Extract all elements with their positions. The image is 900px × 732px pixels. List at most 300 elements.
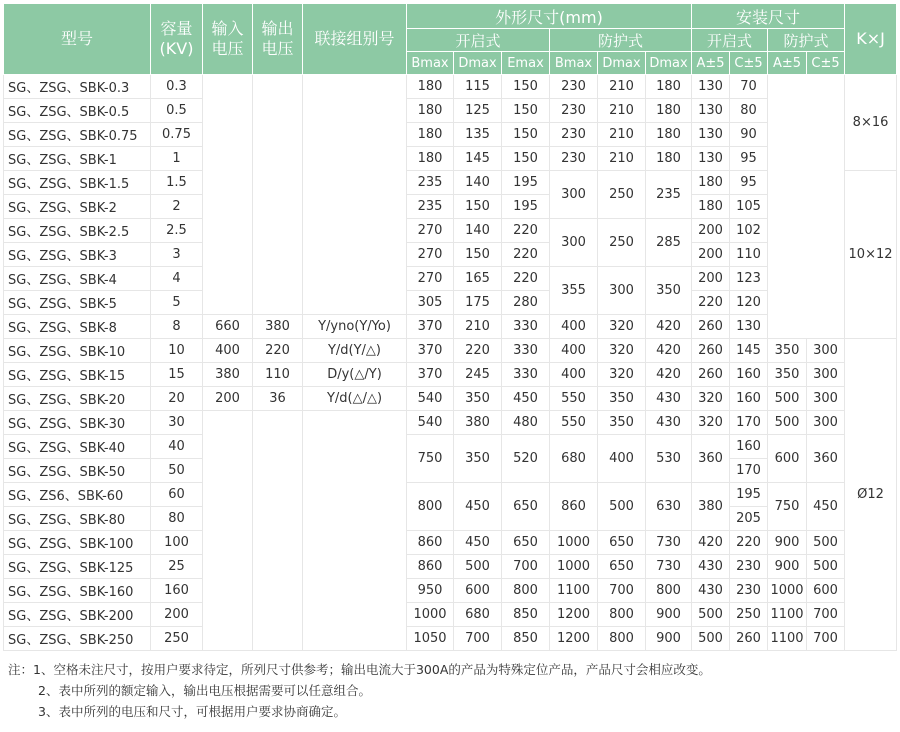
dim-cell: 400 (550, 363, 598, 387)
mount-cell: 70 (730, 75, 768, 99)
mount-cell: 300 (807, 339, 845, 363)
kj-cell: Ø12 (845, 339, 897, 651)
dim-cell: 650 (502, 531, 550, 555)
dim-cell: 500 (598, 483, 646, 531)
dim-cell: 320 (598, 339, 646, 363)
dim-cell: 135 (454, 123, 502, 147)
dim-cell: 420 (646, 339, 692, 363)
dim-cell: 370 (407, 339, 454, 363)
note-2: 2、表中所列的额定输入，输出电压根据需要可以任意组合。 (38, 683, 371, 698)
sub-header: Emax (502, 52, 550, 75)
dim-cell: 235 (646, 171, 692, 219)
model-cell: SG、ZSG、SBK-20 (4, 387, 151, 411)
mount-cell: 200 (692, 219, 730, 243)
table-row (4, 195, 897, 219)
mount-cell: 195 (730, 483, 768, 507)
dim-cell: 180 (407, 147, 454, 171)
dim-cell: 950 (407, 579, 454, 603)
model-cell: SG、ZSG、SBK-2 (4, 195, 151, 219)
dim-cell: 650 (598, 555, 646, 579)
dim-cell: 1200 (550, 627, 598, 651)
dim-cell: 350 (598, 411, 646, 435)
dim-cell: 350 (454, 387, 502, 411)
dim-cell: 900 (646, 603, 692, 627)
dim-cell: 355 (550, 267, 598, 315)
dim-cell: 1200 (550, 603, 598, 627)
dim-cell: 250 (598, 219, 646, 267)
capacity-cell: 4 (151, 267, 203, 291)
capacity-cell: 20 (151, 387, 203, 411)
header-kj: K×J (845, 4, 897, 75)
mount-cell: 220 (692, 291, 730, 315)
capacity-cell: 3 (151, 243, 203, 267)
mount-cell: 300 (807, 387, 845, 411)
dim-cell: 550 (550, 387, 598, 411)
table-row (4, 627, 897, 651)
dim-cell: 850 (502, 627, 550, 651)
dim-cell: 330 (502, 339, 550, 363)
mount-cell: 260 (692, 363, 730, 387)
mount-cell: 500 (807, 531, 845, 555)
table-row (4, 147, 897, 171)
output-voltage-blank (253, 75, 303, 315)
mount-cell: 230 (730, 579, 768, 603)
dim-cell: 145 (454, 147, 502, 171)
capacity-cell: 10 (151, 339, 203, 363)
capacity-cell: 5 (151, 291, 203, 315)
table-row (4, 579, 897, 603)
dim-cell: 600 (454, 579, 502, 603)
dim-cell: 210 (598, 75, 646, 99)
model-cell: SG、ZSG、SBK-0.5 (4, 99, 151, 123)
dim-cell: 180 (407, 99, 454, 123)
mount-cell: 500 (692, 627, 730, 651)
input-voltage-cell: 200 (203, 387, 253, 411)
capacity-cell: 1 (151, 147, 203, 171)
dim-cell: 800 (598, 603, 646, 627)
dim-cell: 370 (407, 315, 454, 339)
table-row (4, 435, 897, 459)
capacity-cell: 0.75 (151, 123, 203, 147)
dim-cell: 270 (407, 243, 454, 267)
sub-header: C±5 (730, 52, 768, 75)
capacity-cell: 2.5 (151, 219, 203, 243)
connection-group-cell: D/y(△/Y) (303, 363, 407, 387)
mount-cell: 430 (692, 579, 730, 603)
dim-cell: 230 (550, 75, 598, 99)
dim-cell: 150 (454, 243, 502, 267)
dim-cell: 180 (646, 123, 692, 147)
mount-cell: 130 (692, 75, 730, 99)
input-voltage-cell: 380 (203, 363, 253, 387)
dim-cell: 530 (646, 435, 692, 483)
table-row (4, 315, 897, 339)
model-cell: SG、ZSG、SBK-250 (4, 627, 151, 651)
kj-cell: 8×16 (845, 75, 897, 171)
dim-cell: 370 (407, 363, 454, 387)
dim-cell: 230 (550, 147, 598, 171)
dim-cell: 680 (550, 435, 598, 483)
dim-cell: 140 (454, 171, 502, 195)
dim-cell: 540 (407, 387, 454, 411)
dim-cell: 195 (502, 171, 550, 195)
capacity-cell: 30 (151, 411, 203, 435)
header-connection-group: 联接组别号 (303, 4, 407, 75)
dim-cell: 150 (502, 99, 550, 123)
dim-cell: 1050 (407, 627, 454, 651)
model-cell: SG、ZSG、SBK-0.3 (4, 75, 151, 99)
model-cell: SG、ZSG、SBK-10 (4, 339, 151, 363)
mount-cell: 1000 (768, 579, 807, 603)
dim-cell: 900 (646, 627, 692, 651)
protect-mount-blank (768, 75, 845, 339)
note-1: 注：1、空格未注尺寸，按用户要求待定，所列尺寸供参考；输出电流大于300A的产品为特殊定位产品，产品尺寸会相应改变。 (8, 662, 711, 677)
dim-cell: 1000 (407, 603, 454, 627)
dim-cell: 280 (502, 291, 550, 315)
dim-cell: 680 (454, 603, 502, 627)
dim-cell: 730 (646, 531, 692, 555)
capacity-cell: 8 (151, 315, 203, 339)
mount-cell: 80 (730, 99, 768, 123)
input-voltage-cell: 660 (203, 315, 253, 339)
dim-cell: 300 (550, 171, 598, 219)
model-cell: SG、ZSG、SBK-2.5 (4, 219, 151, 243)
notes (8, 659, 711, 722)
input-voltage-blank (203, 411, 253, 651)
header-input-voltage: 输入 电压 (203, 4, 253, 75)
header-model: 型号 (4, 4, 151, 75)
dim-cell: 220 (502, 243, 550, 267)
dim-cell: 430 (646, 411, 692, 435)
mount-cell: 102 (730, 219, 768, 243)
dim-cell: 380 (454, 411, 502, 435)
sub-header: A±5 (768, 52, 807, 75)
header-dim-open: 开启式 (407, 29, 550, 52)
dim-cell: 270 (407, 267, 454, 291)
model-cell: SG、ZSG、SBK-8 (4, 315, 151, 339)
dim-cell: 150 (502, 75, 550, 99)
sub-header: A±5 (692, 52, 730, 75)
sub-header: C±5 (807, 52, 845, 75)
mount-cell: 90 (730, 123, 768, 147)
mount-cell: 130 (730, 315, 768, 339)
model-cell: SG、ZS6、SBK-60 (4, 483, 151, 507)
dim-cell: 860 (550, 483, 598, 531)
mount-cell: 105 (730, 195, 768, 219)
mount-cell: 110 (730, 243, 768, 267)
mount-cell: 123 (730, 267, 768, 291)
table-row (4, 603, 897, 627)
capacity-cell: 25 (151, 555, 203, 579)
table-row (4, 267, 897, 291)
dim-cell: 350 (598, 387, 646, 411)
table-row (4, 531, 897, 555)
dim-cell: 430 (646, 387, 692, 411)
dim-cell: 195 (502, 195, 550, 219)
mount-cell: 380 (692, 483, 730, 531)
output-voltage-cell: 36 (253, 387, 303, 411)
mount-cell: 350 (768, 339, 807, 363)
mount-cell: 1100 (768, 603, 807, 627)
mount-cell: 500 (807, 555, 845, 579)
capacity-cell: 2 (151, 195, 203, 219)
dim-cell: 140 (454, 219, 502, 243)
dim-cell: 540 (407, 411, 454, 435)
dim-cell: 180 (407, 75, 454, 99)
dim-cell: 300 (598, 267, 646, 315)
dim-cell: 230 (550, 123, 598, 147)
model-cell: SG、ZSG、SBK-1.5 (4, 171, 151, 195)
note-3: 3、表中所列的电压和尺寸，可根据用户要求协商确定。 (38, 704, 346, 719)
mount-cell: 95 (730, 171, 768, 195)
header-mount-open: 开启式 (692, 29, 768, 52)
header-dimensions: 外形尺寸(mm) (407, 4, 692, 29)
mount-cell: 420 (692, 531, 730, 555)
dim-cell: 450 (454, 531, 502, 555)
dim-cell: 330 (502, 363, 550, 387)
mount-cell: 180 (692, 171, 730, 195)
dim-cell: 210 (598, 123, 646, 147)
mount-cell: 260 (730, 627, 768, 651)
mount-cell: 160 (730, 387, 768, 411)
capacity-cell: 15 (151, 363, 203, 387)
table-row (4, 483, 897, 507)
dim-cell: 700 (502, 555, 550, 579)
mount-cell: 220 (730, 531, 768, 555)
dim-cell: 235 (407, 195, 454, 219)
model-cell: SG、ZSG、SBK-200 (4, 603, 151, 627)
mount-cell: 350 (768, 363, 807, 387)
mount-cell: 170 (730, 411, 768, 435)
mount-cell: 900 (768, 555, 807, 579)
dim-cell: 1000 (550, 531, 598, 555)
dim-cell: 285 (646, 219, 692, 267)
dim-cell: 800 (407, 483, 454, 531)
dim-cell: 860 (407, 531, 454, 555)
capacity-cell: 200 (151, 603, 203, 627)
model-cell: SG、ZSG、SBK-1 (4, 147, 151, 171)
dim-cell: 270 (407, 219, 454, 243)
model-cell: SG、ZSG、SBK-100 (4, 531, 151, 555)
sub-header: Dmax (598, 52, 646, 75)
dim-cell: 730 (646, 555, 692, 579)
dim-cell: 180 (646, 75, 692, 99)
dim-cell: 800 (598, 627, 646, 651)
dim-cell: 125 (454, 99, 502, 123)
dim-cell: 1000 (550, 555, 598, 579)
model-cell: SG、ZSG、SBK-3 (4, 243, 151, 267)
dim-cell: 220 (502, 219, 550, 243)
mount-cell: 500 (768, 411, 807, 435)
dim-cell: 330 (502, 315, 550, 339)
dim-cell: 165 (454, 267, 502, 291)
dim-cell: 245 (454, 363, 502, 387)
dim-cell: 550 (550, 411, 598, 435)
dim-cell: 250 (598, 171, 646, 219)
table-row (4, 99, 897, 123)
mount-cell: 450 (807, 483, 845, 531)
mount-cell: 1100 (768, 627, 807, 651)
dim-cell: 420 (646, 363, 692, 387)
mount-cell: 130 (692, 123, 730, 147)
mount-cell: 260 (692, 315, 730, 339)
dim-cell: 175 (454, 291, 502, 315)
mount-cell: 700 (807, 627, 845, 651)
dim-cell: 860 (407, 555, 454, 579)
dim-cell: 320 (598, 363, 646, 387)
header-capacity: 容量 (KV) (151, 4, 203, 75)
dim-cell: 650 (598, 531, 646, 555)
connection-group-cell: Y/d(Y/△) (303, 339, 407, 363)
capacity-cell: 100 (151, 531, 203, 555)
connection-group-cell: Y/d(△/△) (303, 387, 407, 411)
dim-cell: 210 (598, 99, 646, 123)
output-voltage-blank (253, 411, 303, 651)
dim-cell: 400 (550, 315, 598, 339)
model-cell: SG、ZSG、SBK-40 (4, 435, 151, 459)
mount-cell: 600 (807, 579, 845, 603)
output-voltage-cell: 110 (253, 363, 303, 387)
table-row (4, 339, 897, 363)
mount-cell: 500 (768, 387, 807, 411)
mount-cell: 500 (692, 603, 730, 627)
dim-cell: 450 (502, 387, 550, 411)
dim-cell: 235 (407, 171, 454, 195)
capacity-cell: 0.3 (151, 75, 203, 99)
dim-cell: 700 (598, 579, 646, 603)
mount-cell: 320 (692, 387, 730, 411)
mount-cell: 300 (807, 363, 845, 387)
capacity-cell: 1.5 (151, 171, 203, 195)
mount-cell: 95 (730, 147, 768, 171)
mount-cell: 260 (692, 339, 730, 363)
mount-cell: 130 (692, 99, 730, 123)
mount-cell: 430 (692, 555, 730, 579)
dim-cell: 800 (646, 579, 692, 603)
table-row (4, 555, 897, 579)
mount-cell: 145 (730, 339, 768, 363)
table-row (4, 171, 897, 195)
header-output-voltage: 输出 电压 (253, 4, 303, 75)
dim-cell: 400 (598, 435, 646, 483)
output-voltage-cell: 220 (253, 339, 303, 363)
mount-cell: 130 (692, 147, 730, 171)
dim-cell: 115 (454, 75, 502, 99)
dim-cell: 480 (502, 411, 550, 435)
spec-table (3, 3, 897, 651)
mount-cell: 230 (730, 555, 768, 579)
table-row (4, 219, 897, 243)
model-cell: SG、ZSG、SBK-15 (4, 363, 151, 387)
table-row (4, 387, 897, 411)
model-cell: SG、ZSG、SBK-4 (4, 267, 151, 291)
dim-cell: 150 (454, 195, 502, 219)
dim-cell: 220 (502, 267, 550, 291)
dim-cell: 700 (454, 627, 502, 651)
table-row (4, 411, 897, 435)
dim-cell: 500 (454, 555, 502, 579)
table-row (4, 75, 897, 99)
dim-cell: 400 (550, 339, 598, 363)
dim-cell: 180 (646, 99, 692, 123)
mount-cell: 250 (730, 603, 768, 627)
mount-cell: 120 (730, 291, 768, 315)
table-row (4, 363, 897, 387)
capacity-cell: 60 (151, 483, 203, 507)
table-row (4, 123, 897, 147)
model-cell: SG、ZSG、SBK-125 (4, 555, 151, 579)
mount-cell: 180 (692, 195, 730, 219)
dim-cell: 220 (454, 339, 502, 363)
mount-cell: 900 (768, 531, 807, 555)
capacity-cell: 0.5 (151, 99, 203, 123)
table-row (4, 291, 897, 315)
dim-cell: 1100 (550, 579, 598, 603)
dim-cell: 180 (407, 123, 454, 147)
mount-cell: 750 (768, 483, 807, 531)
input-voltage-cell: 400 (203, 339, 253, 363)
connection-group-cell: Y/yno(Y/Yo) (303, 315, 407, 339)
connection-blank (303, 411, 407, 651)
capacity-cell: 250 (151, 627, 203, 651)
table-row (4, 243, 897, 267)
dim-cell: 520 (502, 435, 550, 483)
mount-cell: 360 (807, 435, 845, 483)
dim-cell: 180 (646, 147, 692, 171)
dim-cell: 150 (502, 147, 550, 171)
sub-header: Bmax (407, 52, 454, 75)
mount-cell: 700 (807, 603, 845, 627)
header-dim-protect: 防护式 (550, 29, 692, 52)
dim-cell: 230 (550, 99, 598, 123)
output-voltage-cell: 380 (253, 315, 303, 339)
dim-cell: 800 (502, 579, 550, 603)
dim-cell: 750 (407, 435, 454, 483)
dim-cell: 350 (454, 435, 502, 483)
dim-cell: 350 (646, 267, 692, 315)
model-cell: SG、ZSG、SBK-80 (4, 507, 151, 531)
sub-header: Bmax (550, 52, 598, 75)
input-voltage-blank (203, 75, 253, 315)
capacity-cell: 80 (151, 507, 203, 531)
kj-cell: 10×12 (845, 171, 897, 339)
connection-blank (303, 75, 407, 315)
dim-cell: 305 (407, 291, 454, 315)
dim-cell: 210 (454, 315, 502, 339)
header-mounting: 安装尺寸 (692, 4, 845, 29)
capacity-cell: 40 (151, 435, 203, 459)
header-mount-protect: 防护式 (768, 29, 845, 52)
mount-cell: 160 (730, 363, 768, 387)
mount-cell: 205 (730, 507, 768, 531)
sub-header: Dmax (646, 52, 692, 75)
dim-cell: 850 (502, 603, 550, 627)
mount-cell: 320 (692, 411, 730, 435)
model-cell: SG、ZSG、SBK-50 (4, 459, 151, 483)
sub-header: Dmax (454, 52, 502, 75)
mount-cell: 360 (692, 435, 730, 483)
dim-cell: 300 (550, 219, 598, 267)
mount-cell: 200 (692, 243, 730, 267)
capacity-cell: 160 (151, 579, 203, 603)
capacity-cell: 50 (151, 459, 203, 483)
dim-cell: 630 (646, 483, 692, 531)
mount-cell: 160 (730, 435, 768, 459)
dim-cell: 420 (646, 315, 692, 339)
mount-cell: 600 (768, 435, 807, 483)
mount-cell: 300 (807, 411, 845, 435)
dim-cell: 210 (598, 147, 646, 171)
